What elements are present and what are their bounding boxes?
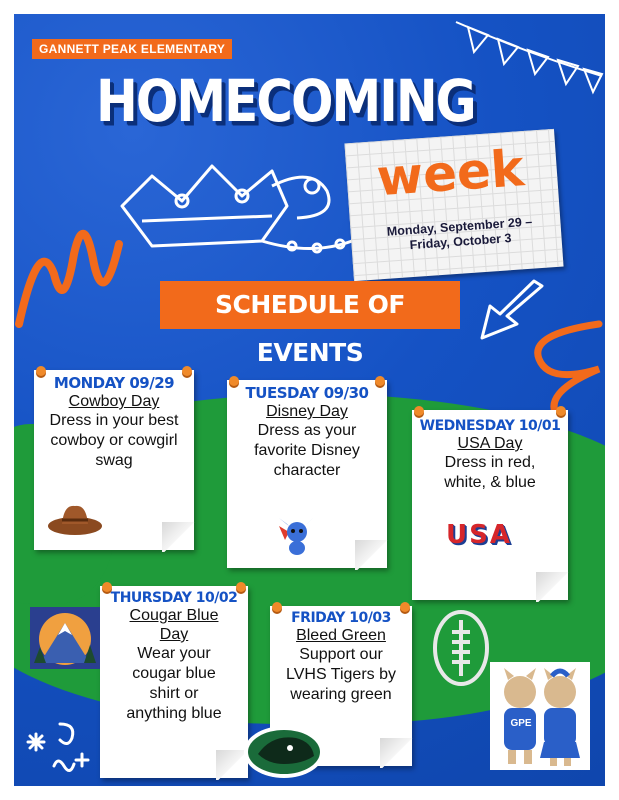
event-theme: Disney Day <box>266 403 348 420</box>
week-card <box>344 129 563 281</box>
event-card-monday <box>34 370 194 550</box>
event-theme: Bleed Green <box>296 627 386 644</box>
date-range: Monday, September 29 – Friday, October 3 <box>386 214 533 253</box>
pin-icon <box>229 376 239 386</box>
arrow-icon <box>472 276 552 346</box>
event-day: MONDAY 09/29 <box>53 374 175 392</box>
page-curl <box>536 572 570 602</box>
bunting-flags-icon <box>454 14 604 109</box>
event-card-tuesday <box>227 380 387 568</box>
pin-icon <box>556 406 566 416</box>
event-description: Dress in red, white, & blue <box>444 454 536 491</box>
mascot-image <box>490 662 590 770</box>
page-curl <box>162 522 196 552</box>
schedule-heading: SCHEDULE OF EVENTS <box>160 281 460 329</box>
page-curl <box>355 540 389 570</box>
pin-icon <box>102 582 112 592</box>
event-day: WEDNESDAY 10/01 <box>419 418 561 434</box>
sparkle-doodle-icon <box>24 714 94 782</box>
cougar-mascots-icon <box>490 662 590 770</box>
event-description: Dress in your best cowboy or cowgirl swag <box>49 412 179 469</box>
school-name-banner: GANNETT PEAK ELEMENTARY <box>32 39 232 59</box>
crown-icon <box>112 146 362 276</box>
event-day: TUESDAY 09/30 <box>245 384 369 402</box>
event-description: Wear your cougar blue shirt or anything blue <box>126 645 222 722</box>
football-stamp-icon <box>428 606 494 690</box>
flyer <box>14 14 605 786</box>
week-label: week <box>374 139 526 208</box>
event-day: THURSDAY 10/02 <box>110 590 238 606</box>
cowboy-hat-icon <box>46 498 104 538</box>
stitch-character-icon <box>275 516 315 556</box>
pin-icon <box>36 366 46 376</box>
orange-swirl-left-icon <box>14 214 129 334</box>
event-theme: Cowboy Day <box>68 393 160 410</box>
pin-icon <box>414 406 424 416</box>
tiger-logo-icon <box>242 724 326 780</box>
usa-flag-text-icon: USA <box>446 520 512 550</box>
event-description: Support our LVHS Tigers by wearing green <box>286 646 396 703</box>
event-description: Dress as your favorite Disney character <box>254 422 360 479</box>
mountain-logo-icon <box>30 607 100 669</box>
event-card-thursday <box>100 586 248 778</box>
event-theme: Cougar Blue Day <box>129 607 219 643</box>
pin-icon <box>236 582 246 592</box>
event-theme: USA Day <box>457 435 523 452</box>
event-card-wednesday <box>412 410 568 600</box>
pin-icon <box>182 366 192 376</box>
pin-icon <box>272 602 282 612</box>
mascot-shirt-text: GPE <box>510 718 532 729</box>
page-curl <box>380 738 414 768</box>
page-title: HOMECOMING <box>96 68 475 135</box>
pin-icon <box>375 376 385 386</box>
pin-icon <box>400 602 410 612</box>
event-day: FRIDAY 10/03 <box>291 610 391 626</box>
